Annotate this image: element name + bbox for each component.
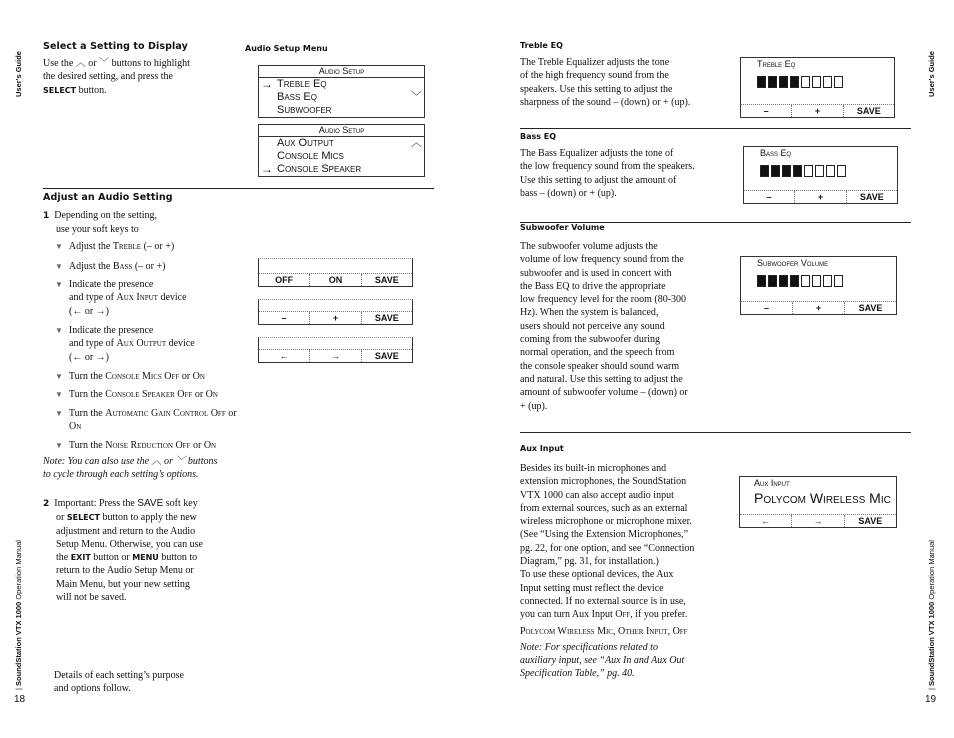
page-number-right: 19 [925, 694, 937, 705]
bass-text: The Bass Equalizer adjusts the tone of the low frequency sound from the speakers. Use this setting to adjust the amount of bass – (down) or + (up). [520, 148, 695, 199]
level-segment [793, 165, 802, 177]
softkey-plus[interactable]: + [792, 302, 844, 314]
level-segment [801, 275, 810, 287]
lcd-bass [743, 146, 898, 204]
chevron-down-icon: ﹀ [411, 91, 422, 103]
lcd-subwoofer [740, 256, 897, 315]
chevron-up-icon: ︿ [411, 137, 422, 149]
down-chevron-icon: ﹀ [175, 456, 186, 467]
level-segment [782, 165, 791, 177]
bullet-list [55, 240, 245, 457]
subwoofer-heading: Subwoofer Volume [520, 223, 605, 232]
divider [43, 188, 434, 189]
footer-text: Details of each setting’s purpose and options follow. [54, 670, 184, 695]
menu-item-treble[interactable]: → Treble Eq [261, 77, 327, 91]
level-segment [815, 165, 824, 177]
lcd-treble [740, 57, 895, 118]
adjust-heading: Adjust an Audio Setting [43, 192, 173, 203]
softkey-display-minus-plus [258, 299, 413, 325]
softkey-plus[interactable]: + [794, 191, 845, 203]
level-segment [757, 275, 766, 287]
menu-item-subwoofer[interactable]: Subwoofer [277, 104, 332, 116]
softkey-right[interactable]: → [791, 515, 843, 527]
bass-heading: Bass EQ [520, 132, 557, 141]
level-segment [812, 275, 821, 287]
level-segment [779, 275, 788, 287]
side-label-manual-right: | SoundStation VTX 1000 Operation Manual [927, 540, 936, 690]
lcd-title: Audio Setup [259, 125, 424, 137]
list-item: ▼ Indicate the presence and type of Aux Output device (← or →) [55, 325, 195, 363]
softkey-display-left-right [258, 337, 413, 363]
arrow-right-icon: → [261, 162, 273, 176]
up-chevron-icon: ︿ [75, 58, 86, 69]
softkey-save[interactable]: SAVE [843, 105, 894, 117]
level-segment [804, 165, 813, 177]
level-segment [790, 275, 799, 287]
softkey-save[interactable]: SAVE [844, 515, 896, 527]
softkey-minus[interactable]: – [766, 192, 772, 202]
side-label-users-guide-right: User's Guide [927, 51, 936, 97]
level-segment [768, 76, 777, 88]
level-segment [757, 76, 766, 88]
menu-item-aux-output[interactable]: Aux Output ︿ [277, 137, 422, 149]
level-segment [801, 76, 810, 88]
softkey-left[interactable]: ← [761, 516, 771, 526]
page-number-left: 18 [14, 694, 26, 705]
softkey-left[interactable]: ← [279, 351, 289, 361]
lcd-audio-setup-2 [258, 124, 425, 177]
lcd-title: Treble Eq [757, 59, 796, 69]
list-item: ▼ Turn the Console Mics Off or On [55, 371, 205, 382]
treble-heading: Treble EQ [520, 41, 563, 50]
level-bar [744, 165, 897, 177]
step-1: 1 Depending on the setting, use your soft keys to [43, 210, 158, 236]
side-label-users-guide-left: User's Guide [14, 51, 23, 97]
step-2: 2 Important: Press the SAVE soft key or SELECT button to apply the new adjustment and return to the Audio Setup Menu. Otherwise, you can use the EXIT button or MENU button to return to the Audio Setup Menu or Main Menu, but your new setting will not be saved. [43, 498, 203, 604]
divider [520, 432, 911, 433]
list-item: ▼ Adjust the Treble (– or +) [55, 241, 175, 252]
up-chevron-icon: ︿ [151, 456, 162, 467]
aux-heading: Aux Input [520, 444, 564, 453]
softkey-minus[interactable]: – [763, 303, 769, 313]
level-segment [834, 275, 843, 287]
lcd-title: Aux Input [754, 478, 790, 488]
arrow-right-icon: → [261, 77, 273, 91]
softkey-save[interactable]: SAVE [361, 312, 412, 324]
aux-value: Polycom Wireless Mic [754, 490, 891, 506]
aux-text: Besides its built-in microphones and extension microphones, the SoundStation VTX 1000 can also accept audio input from external sources, such as an external wireless microphone or microphone mixer. (See “Using the Extension Microphones,” pg. 22, for one option, and see “Connection Diagram,” pg. 31, for installation.) To use these optional devices, the Aux Input setting must reflect the device connected. If no external source is in use, you can turn Aux Input Off, if you prefer. Polycom Wireless Mic, Other Input, Off Note: For specifications related to auxiliary input, see “Aux In and Aux Out Specification Table,” pg. 40. [520, 463, 695, 680]
softkey-minus[interactable]: – [763, 106, 769, 116]
subwoofer-text: The subwoofer volume adjusts the volume of low frequency sound from the subwoofer and is used in concert with the Bass EQ to drive the appropriate low frequency level for the room (80-300 Hz). When the system is balanced, users should not perceive any sound coming from the subwoofer during normal operation, and the speech from the console speaker should sound warm and natural. Use this setting to adjust the amount of subwoofer volume – (down) or + (up). [520, 241, 688, 412]
list-item: ▼ Turn the Noise Reduction Off or On [55, 440, 217, 451]
softkey-display-off-on [258, 258, 413, 287]
menu-item-console-mics[interactable]: Console Mics [277, 150, 344, 162]
softkey-on[interactable]: ON [309, 274, 360, 286]
select-heading: Select a Setting to Display [43, 41, 188, 52]
softkey-right[interactable]: → [309, 350, 360, 362]
level-bar [741, 275, 896, 287]
softkey-off[interactable]: OFF [275, 275, 294, 285]
lcd-title: Subwoofer Volume [757, 258, 829, 268]
level-segment [823, 76, 832, 88]
select-text: Use the ︿ or ﹀ buttons to highlight the desired setting, and press the SELECT button. [43, 58, 190, 96]
note-cycle: Note: You can also use the ︿ or ﹀ buttons to cycle through each setting’s options. [43, 456, 218, 481]
menu-item-console-speaker[interactable]: → Console Speaker [261, 162, 362, 176]
softkey-save[interactable]: SAVE [361, 350, 412, 362]
list-item: ▼ Turn the Automatic Gain Control Off or On [55, 408, 237, 433]
list-item: ▼ Indicate the presence and type of Aux Input device (← or →) [55, 279, 187, 317]
level-segment [826, 165, 835, 177]
lcd-aux-input [739, 476, 897, 528]
lcd-title: Audio Setup [259, 66, 424, 78]
divider [520, 128, 911, 129]
menu-item-bass[interactable]: Bass Eq ﹀ [277, 91, 422, 103]
softkey-minus[interactable]: – [281, 313, 287, 323]
level-segment [771, 165, 780, 177]
level-segment [837, 165, 846, 177]
level-segment [768, 275, 777, 287]
level-segment [812, 76, 821, 88]
softkey-plus[interactable]: + [309, 312, 360, 324]
level-segment [823, 275, 832, 287]
level-segment [790, 76, 799, 88]
list-item: ▼ Turn the Console Speaker Off or On [55, 389, 218, 400]
down-chevron-icon: ﹀ [99, 58, 110, 69]
lcd-title: Bass Eq [760, 148, 792, 158]
list-item: ▼ Adjust the Bass (– or +) [55, 261, 166, 272]
side-label-manual-left: | SoundStation VTX 1000 Operation Manual [14, 540, 23, 690]
softkey-save[interactable]: SAVE [846, 191, 897, 203]
level-bar [741, 76, 894, 88]
menu-caption: Audio Setup Menu [245, 44, 328, 53]
treble-text: The Treble Equalizer adjusts the tone of the high frequency sound from the speakers. Use this setting to adjust the sharpness of the sound – (down) or + (up). [520, 57, 691, 108]
level-segment [779, 76, 788, 88]
level-segment [834, 76, 843, 88]
softkey-save[interactable]: SAVE [361, 274, 412, 286]
lcd-audio-setup-1 [258, 65, 425, 118]
softkey-save[interactable]: SAVE [844, 302, 896, 314]
level-segment [760, 165, 769, 177]
softkey-plus[interactable]: + [791, 105, 842, 117]
